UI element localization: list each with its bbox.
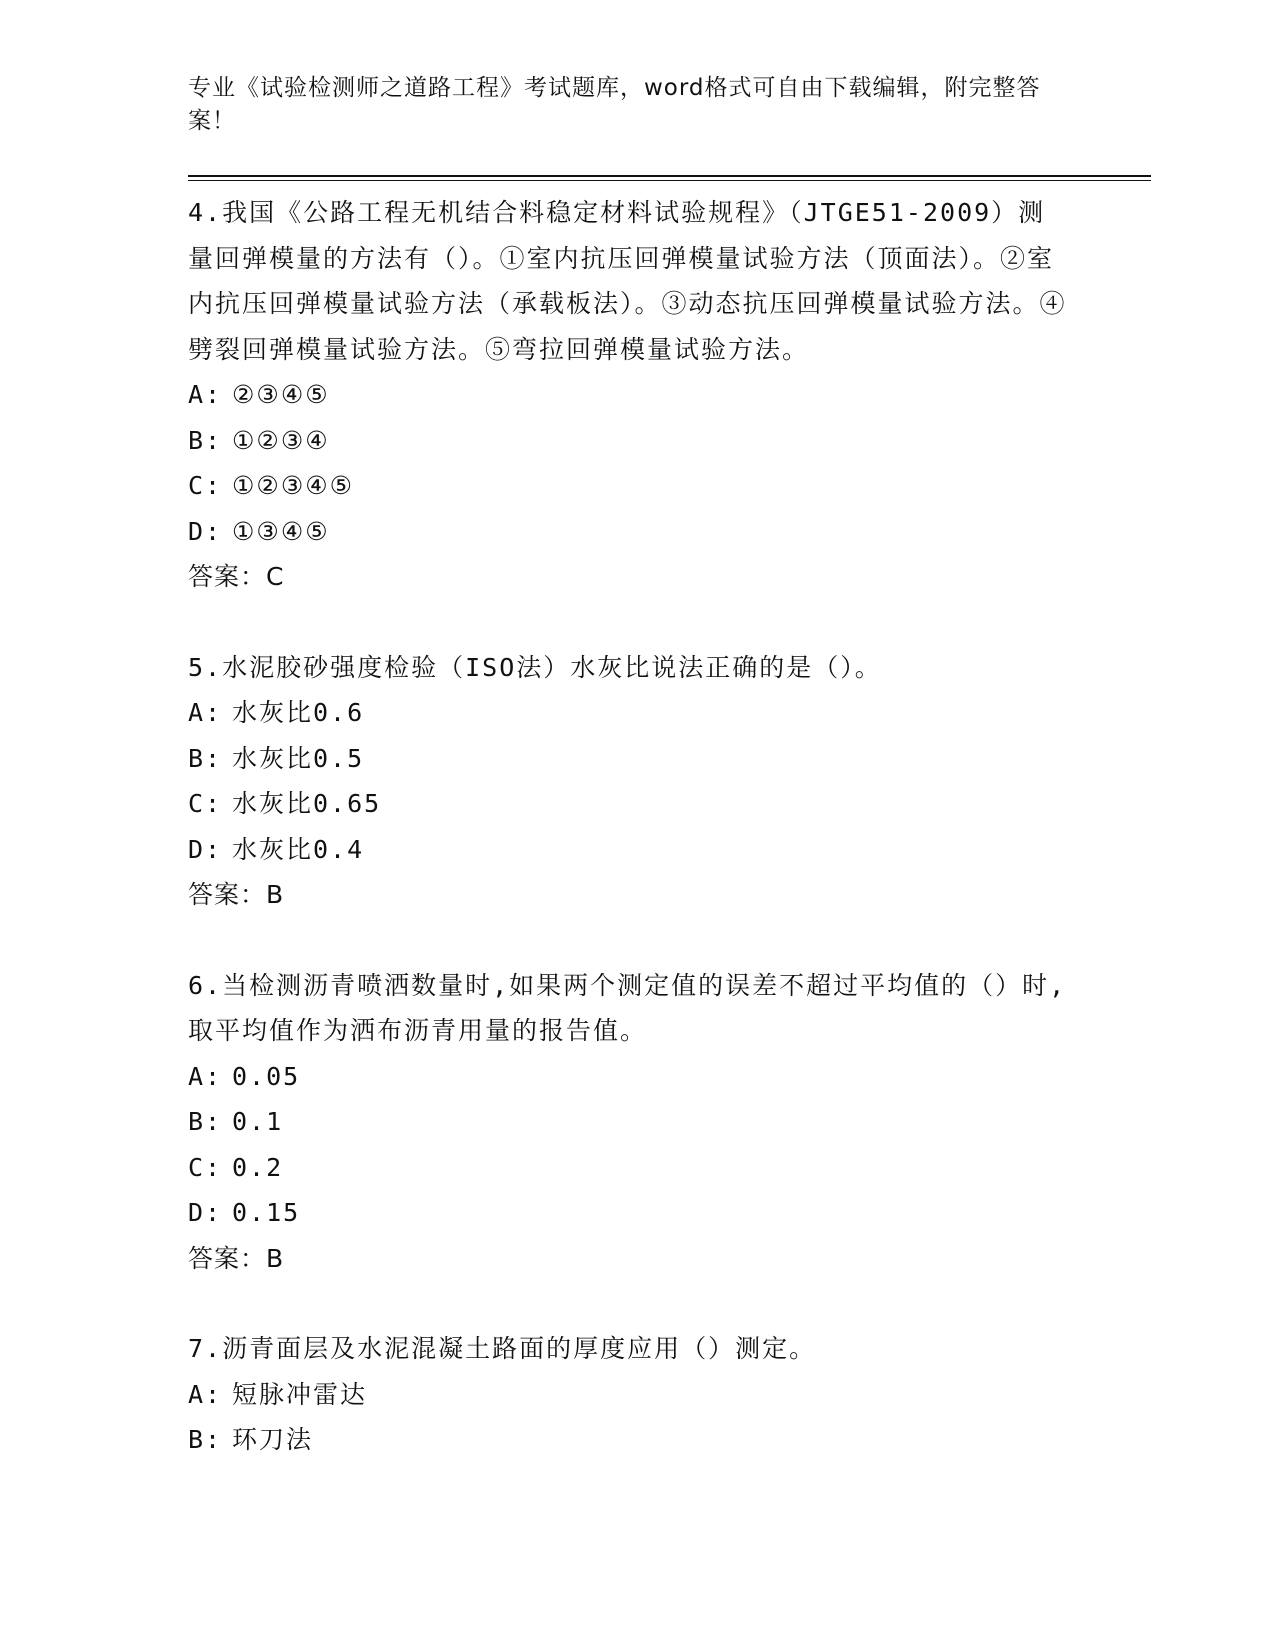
header-divider [188,175,1151,177]
spacer [188,918,1088,963]
option-a [188,1054,1088,1100]
document-header: 专业《试验检测师之道路工程》考试题库，word格式可自由下载编辑，附完整答案！ [188,75,1041,134]
question-5 [188,645,1088,918]
option-key: A: [188,698,223,727]
option-key: C: [188,1152,223,1182]
question-stem: 4.我国《公路工程无机结合料稳定材料试验规程》（JTGE51-2009）测量回弹模量的方法有（）。①室内抗压回弹模量试验方法（顶面法）。②室内抗压回弹模量试验方法（承载板法）。③动态抗压回弹模量试验方法。④劈裂回弹模量试验方法。⑤弯拉回弹模量试验方法。 [188,198,1067,364]
option-key: D: [188,1198,223,1227]
option-text: 水灰比0.4 [232,834,365,864]
option-d [188,827,1088,873]
option-a [188,1372,1088,1418]
answer-line: 答案：B [188,880,285,909]
option-key: D: [188,834,223,864]
option-text: 水灰比0.65 [232,789,382,818]
option-b [188,418,1088,464]
spacer [188,1281,1088,1326]
option-key: C: [188,789,223,818]
option-text: ①③④⑤ [232,516,330,546]
question-stem: 5.水泥胶砂强度检验（ISO法）水灰比说法正确的是（）。 [188,652,882,682]
option-b [188,1099,1088,1145]
option-key: A: [188,1379,223,1409]
option-a [188,690,1088,736]
option-text: 水灰比0.5 [232,743,365,773]
option-text: 环刀法 [232,1425,314,1454]
option-key: D: [188,516,223,546]
option-text: 0.2 [232,1152,284,1182]
option-text: 0.1 [232,1107,284,1136]
option-text: ①②③④ [232,425,330,455]
option-key: C: [188,471,223,500]
option-text: 0.15 [232,1198,301,1227]
option-key: A: [188,1061,223,1091]
option-text: ①②③④⑤ [232,471,355,500]
option-c [188,463,1088,509]
spacer [188,600,1088,645]
option-key: B: [188,425,223,455]
question-stem: 6.当检测沥青喷洒数量时,如果两个测定值的误差不超过平均值的（）时,取平均值作为洒布沥青用量的报告值。 [188,970,1067,1045]
option-key: B: [188,743,223,773]
question-4 [188,190,1088,600]
option-text: ②③④⑤ [232,380,330,409]
question-stem: 7.沥青面层及水泥混凝土路面的厚度应用（）测定。 [188,1334,817,1363]
option-text: 0.05 [232,1061,301,1091]
option-d [188,509,1088,555]
option-d [188,1190,1088,1236]
option-key: B: [188,1107,223,1136]
option-text: 水灰比0.6 [232,698,365,727]
option-key: A: [188,380,223,409]
option-key: B: [188,1425,223,1454]
answer-line: 答案：B [188,1243,285,1273]
option-b [188,736,1088,782]
option-c [188,1145,1088,1191]
option-c [188,781,1088,827]
question-list [188,190,1088,1463]
option-b [188,1417,1088,1463]
question-7 [188,1326,1088,1463]
option-text: 短脉冲雷达 [232,1379,368,1409]
answer-line: 答案：C [188,562,285,591]
option-a [188,372,1088,418]
header-divider-thin [188,180,1151,181]
question-6 [188,963,1088,1282]
